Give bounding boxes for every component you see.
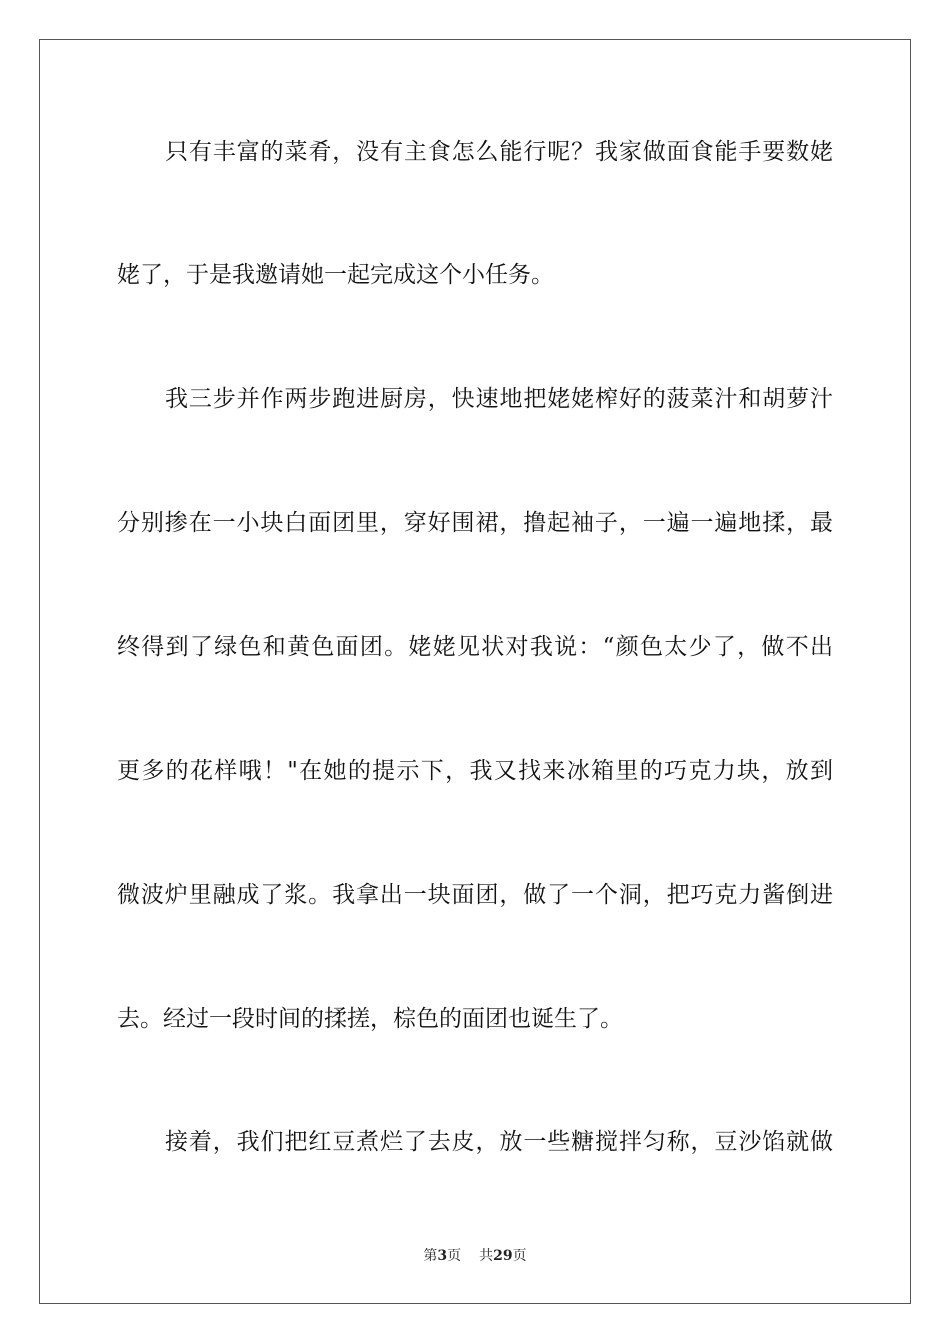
paragraph-line-3: 我三步并作两步跑进厨房，快速地把姥姥榨好的菠菜汁和胡萝汁 (165, 386, 833, 412)
paragraph-line-1: 只有丰富的菜肴，没有主食怎么能行呢？我家做面食能手要数姥 (165, 139, 833, 165)
paragraph-line-9: 接着，我们把红豆煮烂了去皮，放一些糖搅拌匀称，豆沙馅就做 (165, 1129, 833, 1155)
footer-page-number: 3 (437, 1248, 448, 1264)
page-border (39, 39, 911, 1304)
paragraph-line-5: 终得到了绿色和黄色面团。姥姥见状对我说：“颜色太少了，做不出 (117, 634, 833, 660)
footer-total-pages: 29 (493, 1248, 513, 1264)
page-footer (0, 1247, 950, 1265)
paragraph-line-4: 分别掺在一小块白面团里，穿好围裙，撸起袖子，一遍一遍地揉，最 (117, 510, 833, 536)
paragraph-line-6: 更多的花样哦！"在她的提示下，我又找来冰箱里的巧克力块，放到 (117, 758, 833, 784)
footer-total-prefix: 共 (479, 1248, 494, 1264)
footer-page-prefix: 第 (423, 1248, 438, 1264)
paragraph-line-2: 姥了，于是我邀请她一起完成这个小任务。 (117, 262, 554, 288)
footer-page-suffix: 页 (447, 1248, 462, 1264)
footer-total-suffix: 页 (512, 1248, 527, 1264)
paragraph-line-8: 去。经过一段时间的揉搓，棕色的面团也诞生了。 (117, 1006, 623, 1032)
paragraph-line-7: 微波炉里融成了浆。我拿出一块面团，做了一个洞，把巧克力酱倒进 (117, 882, 833, 908)
